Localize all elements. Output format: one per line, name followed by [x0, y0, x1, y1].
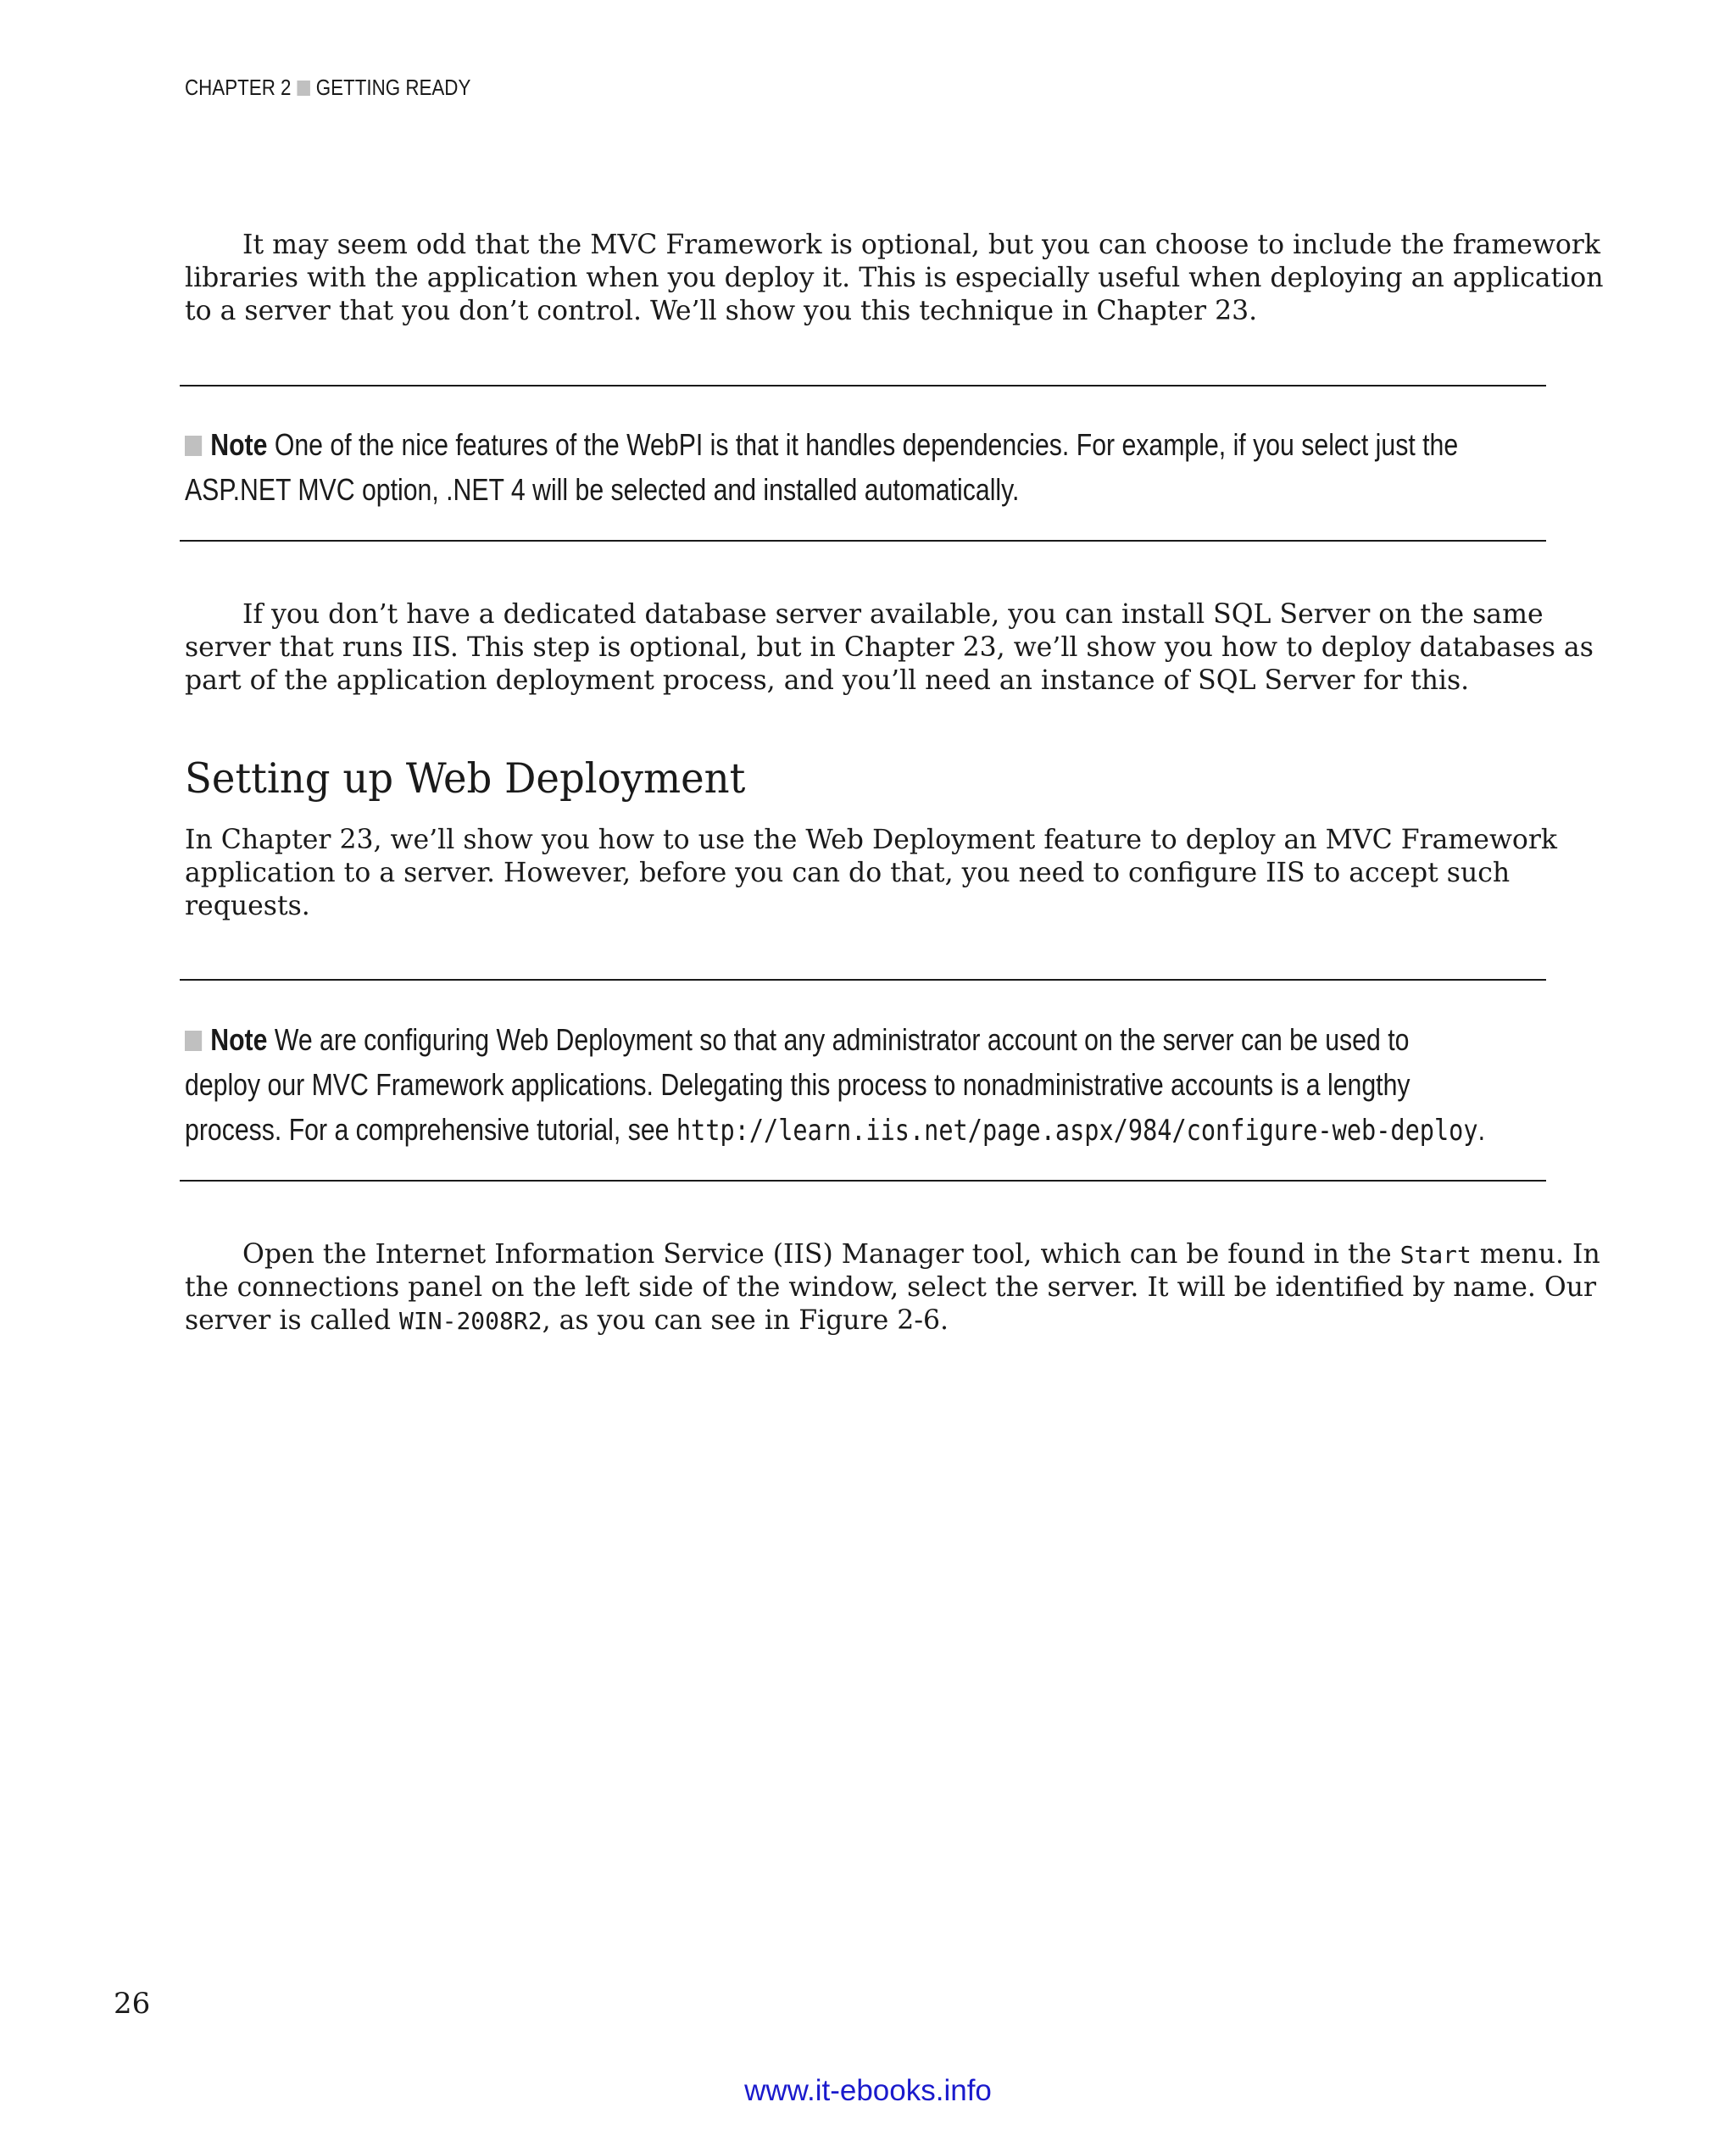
paragraph-web-deployment — [185, 824, 1558, 923]
running-head-chapter: CHAPTER 2 — [185, 75, 292, 100]
paragraph-iis-manager — [185, 1238, 1600, 1337]
paragraph-line: In Chapter 23, we’ll show you how to use the Web Deployment feature to deploy an MVC Framework — [185, 825, 1558, 855]
paragraph-text: Open the Internet Information Service (IIS) Manager tool, which can be found in the — [242, 1239, 1400, 1270]
paragraph-line: libraries with the application when you deploy it. This is especially useful when deploying an application — [185, 263, 1604, 293]
page-number: 26 — [114, 1987, 151, 2021]
paragraph-mvc-optional — [185, 229, 1604, 328]
paragraph-line: If you don’t have a dedicated database server available, you can install SQL Server on the same — [242, 599, 1544, 630]
tutorial-url: http://learn.iis.net/page.aspx/984/configure-web-deploy — [676, 1114, 1478, 1148]
inline-code-start: Start — [1399, 1241, 1472, 1269]
note-webpi-dependencies — [185, 422, 1558, 512]
paragraph-line: requests. — [185, 891, 310, 921]
paragraph-line: the connections panel on the left side of the window, select the server. It will be identified by name. Our — [185, 1272, 1597, 1303]
paragraph-line — [185, 1304, 1541, 1337]
footer-link[interactable]: www.it-ebooks.info — [744, 2074, 992, 2107]
inline-code-server-name: WIN-2008R2 — [399, 1307, 542, 1335]
square-marker-icon — [297, 81, 309, 96]
note-line — [185, 1017, 1410, 1062]
note-bottom-rule — [180, 1180, 1546, 1182]
paragraph-line: part of the application deployment process, and you’ll need an instance of SQL Server for this. — [185, 665, 1470, 696]
note-text: . — [1477, 1112, 1485, 1147]
paragraph-line: application to a server. However, before you can do that, you need to configure IIS to accept such — [185, 858, 1511, 888]
note-marker-icon — [185, 1031, 202, 1051]
note-label: Note — [210, 1022, 268, 1057]
paragraph-text: menu. In — [1471, 1239, 1600, 1270]
running-head-title: GETTING READY — [315, 75, 471, 100]
paragraph-line: server that runs IIS. This step is optional, but in Chapter 23, we’ll show you how to deploy databases as — [185, 632, 1594, 663]
note-text: We are configuring Web Deployment so that any administrator account on the server can be used to — [267, 1022, 1410, 1057]
paragraph-line: to a server that you don’t control. We’ll show you this technique in Chapter 23. — [185, 296, 1258, 326]
running-head — [185, 75, 470, 101]
paragraph-text: server is called — [185, 1305, 400, 1336]
section-heading: Setting up Web Deployment — [185, 754, 746, 803]
note-line: deploy our MVC Framework applications. Delegating this process to nonadministrative accounts is a lengthy — [185, 1067, 1410, 1102]
note-line: ASP.NET MVC option, .NET 4 will be selected and installed automatically. — [185, 472, 1020, 507]
paragraph-line — [185, 1238, 1600, 1271]
note-top-rule — [180, 979, 1546, 981]
note-label: Note — [210, 427, 268, 462]
paragraph-text: , as you can see in Figure 2-6. — [542, 1305, 949, 1336]
note-bottom-rule — [180, 540, 1546, 542]
paragraph-line: It may seem odd that the MVC Framework is optional, but you can choose to include the framework — [242, 230, 1600, 260]
note-text: One of the nice features of the WebPI is that it handles dependencies. For example, if you select just the — [267, 427, 1459, 462]
note-line — [185, 422, 1459, 467]
note-configuring-web-deployment — [185, 1017, 1558, 1154]
note-text: process. For a comprehensive tutorial, see — [185, 1112, 676, 1147]
paragraph-sql-server — [185, 598, 1594, 698]
note-marker-icon — [185, 436, 202, 456]
note-line — [185, 1107, 1485, 1154]
note-top-rule — [180, 385, 1546, 386]
